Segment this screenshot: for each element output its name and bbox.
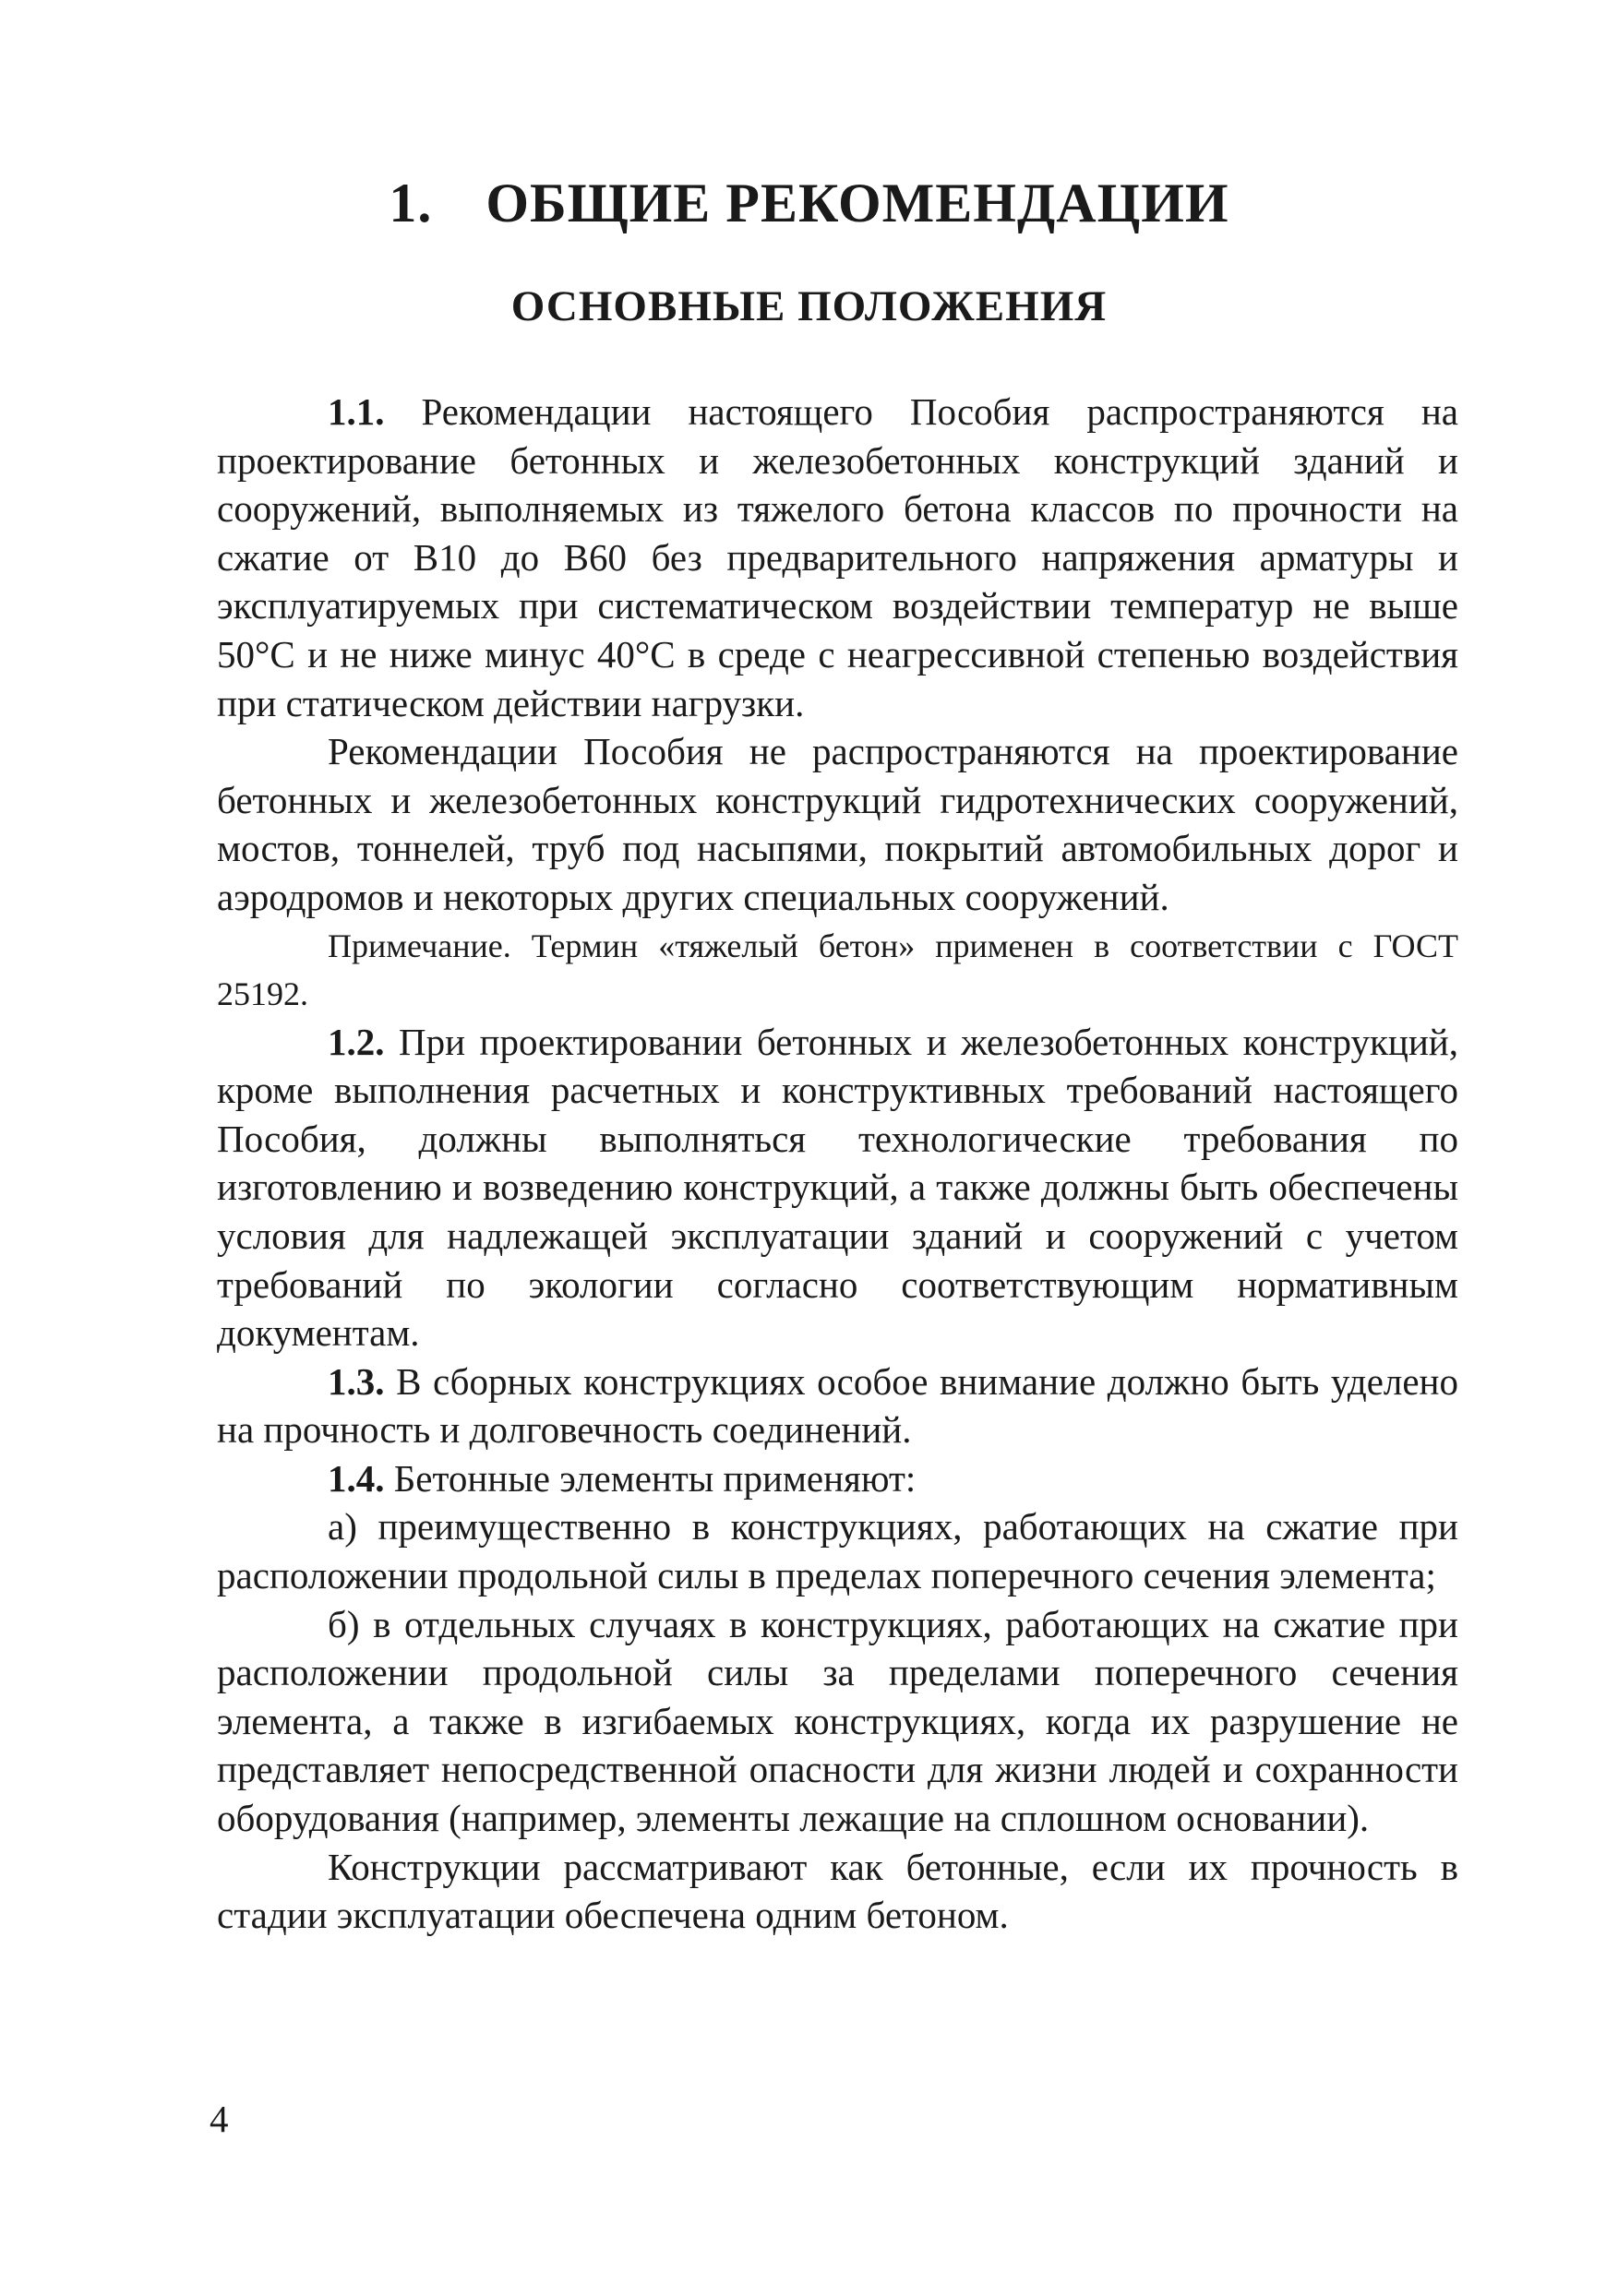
paragraph-closing: Конструкции рассматривают как бетонные, если их прочность в стадии эксплуатации обеспечена одним бетоном. [217, 1845, 1458, 1937]
section-title: ОБЩИЕ РЕКОМЕНДАЦИИ [485, 173, 1229, 233]
section-heading [0, 166, 1618, 240]
paragraph-text: Бетонные элементы применяют: [393, 1456, 917, 1500]
paragraph-1-2 [217, 1018, 1458, 1357]
document-body [217, 388, 1458, 1940]
paragraph-text: При проектировании бетонных и железобетонных конструкций, кроме выполнения расчетных и конструктивных требований настоящего Пособия, должны выполняться технологические требования по изготовлению и возведению конструкций, а также должны быть обеспечены условия для надлежащей эксплуатации зданий и сооружений с учетом требований по экологии согласно соответствующим нормативным документам. [217, 1020, 1458, 1355]
list-item-b: б) в отдельных случаях в конструкциях, работающих на сжатие при расположении продольной силы за пределами поперечного сечения элемента, а также в изгибаемых конструкциях, когда их разрушение не представляет непосредственной опасности для жизни людей и сохранности оборудования (например, элементы лежащие на сплошном основании). [217, 1602, 1458, 1840]
paragraph-1-1-continued: Рекомендации Пособия не распространяются на проектирование бетонных и железобетонных конструкций гидротехнических сооружений, мостов, тоннелей, труб под насыпями, покрытий автомобильных дорог и аэродромов и некоторых других специальных сооружений. [217, 730, 1458, 918]
subsection-heading: ОСНОВНЫЕ ПОЛОЖЕНИЯ [510, 282, 1108, 330]
paragraph-1-1 [217, 388, 1458, 727]
clause-number: 1.4. [328, 1456, 385, 1500]
section-number: 1. [389, 173, 433, 233]
paragraph-1-4 [217, 1454, 1458, 1503]
clause-number: 1.2. [328, 1020, 385, 1063]
note: Примечание. Термин «тяжелый бетон» применен в соответствии с ГОСТ 25192. [217, 927, 1458, 1012]
list-item-a: а) преимущественно в конструкциях, работающих на сжатие при расположении продольной силы в пределах поперечного сечения элемента; [217, 1505, 1458, 1597]
paragraph-1-3 [217, 1357, 1458, 1454]
clause-number: 1.1. [328, 390, 385, 433]
page-number: 4 [210, 2098, 229, 2140]
paragraph-text: В сборных конструкциях особое внимание должно быть уделено на прочность и долговечность соединений. [217, 1359, 1458, 1452]
paragraph-text: Рекомендации настоящего Пособия распространяются на проектирование бетонных и железобетонных конструкций зданий и сооружений, выполняемых из тяжелого бетона классов по прочности на сжатие от В10 до В60 без предварительного напряжения арматуры и эксплуатируемых при систематическом воздействии температур не выше 50°С и не ниже минус 40°С в среде с неагрессивной степенью воздействия при статическом действии нагрузки. [217, 390, 1458, 724]
clause-number: 1.3. [328, 1359, 385, 1403]
